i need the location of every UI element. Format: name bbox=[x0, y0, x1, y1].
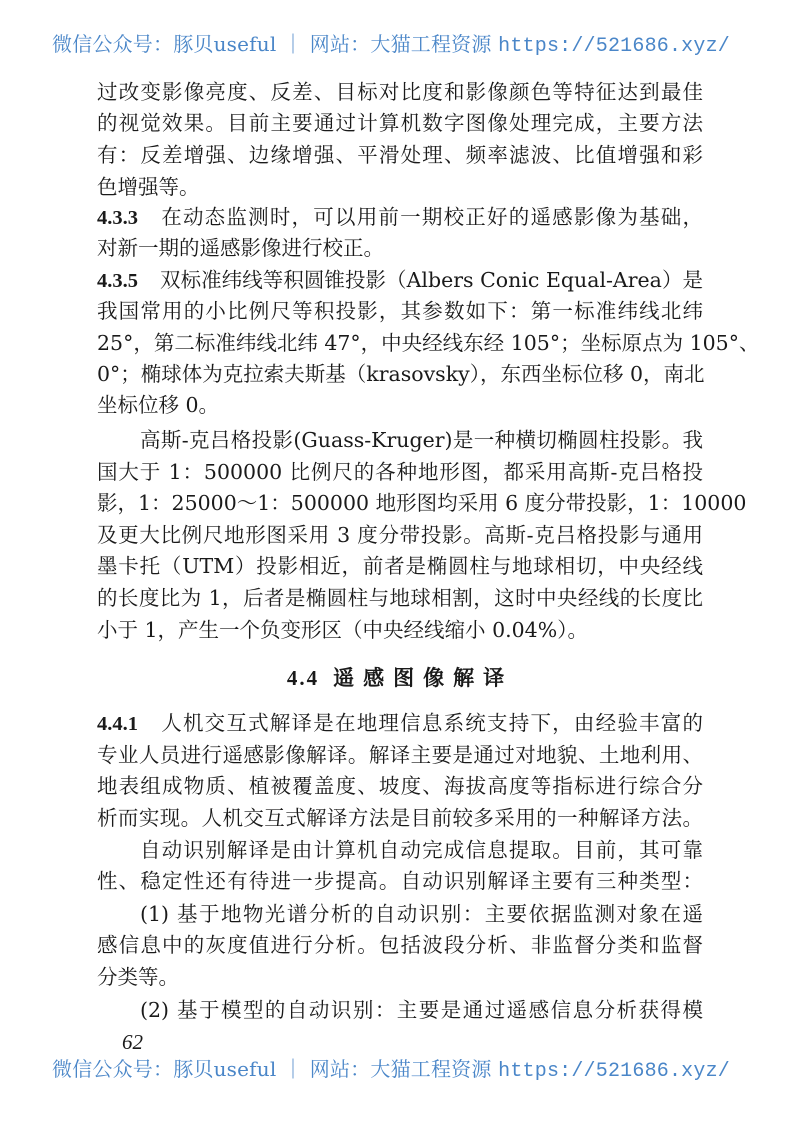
text-line: 感信息中的灰度值进行分析。包括波段分析、非监督分类和监督 bbox=[97, 933, 703, 957]
watermark-bottom bbox=[52, 1053, 752, 1083]
text-line: 分类等。 bbox=[97, 965, 179, 989]
section-number: 4.3.3 bbox=[97, 207, 138, 229]
text-line: 小于 1，产生一个负变形区（中央经线缩小 0.04%）。 bbox=[97, 618, 588, 642]
section-4-4-1-line bbox=[97, 708, 703, 738]
text-line: 地表组成物质、植被覆盖度、坡度、海拔高度等指标进行综合分 bbox=[97, 774, 703, 798]
watermark-url: https://521686.xyz/ bbox=[498, 1060, 730, 1083]
watermark-text: 微信公众号：豚贝useful ｜ 网站：大猫工程资源 bbox=[52, 1057, 499, 1081]
section-number: 4.3.5 bbox=[97, 270, 138, 292]
text: 在动态监测时，可以用前一期校正好的遥感影像为基础， bbox=[160, 205, 703, 229]
text-line: 我国常用的小比例尺等积投影，其参数如下：第一标准纬线北纬 bbox=[97, 299, 703, 323]
text-line: 坐标位移 0。 bbox=[97, 393, 220, 417]
text-line: 性、稳定性还有待进一步提高。自动识别解译主要有三种类型： bbox=[97, 869, 703, 893]
text: 人机交互式解译是在地理信息系统支持下，由经验丰富的 bbox=[160, 711, 703, 735]
text-line: 墨卡托（UTM）投影相近，前者是椭圆柱与地球相切，中央经线 bbox=[97, 554, 703, 578]
page-number: 62 bbox=[122, 1030, 143, 1054]
text: 双标准纬线等积圆锥投影（Albers Conic Equal-Area）是 bbox=[160, 268, 703, 292]
watermark-url: https://521686.xyz/ bbox=[498, 35, 730, 58]
text-line: (1) 基于地物光谱分析的自动识别：主要依据监测对象在遥 bbox=[140, 902, 703, 926]
heading-title: 遥感图像解译 bbox=[333, 666, 514, 690]
text-line: 的视觉效果。目前主要通过计算机数字图像处理完成，主要方法 bbox=[97, 111, 703, 135]
text-line: 25°，第二标准纬线北纬 47°，中央经线东经 105°；坐标原点为 105°、 bbox=[97, 331, 760, 355]
text-line: 的长度比为 1，后者是椭圆柱与地球相割，这时中央经线的长度比 bbox=[97, 586, 703, 610]
text-line: 及更大比例尺地形图采用 3 度分带投影。高斯-克吕格投影与通用 bbox=[97, 523, 703, 547]
text-line: 有：反差增强、边缘增强、平滑处理、频率滤波、比值增强和彩 bbox=[97, 143, 703, 167]
watermark-top bbox=[52, 28, 752, 58]
text-line: 高斯-克吕格投影(Guass-Kruger)是一种横切椭圆柱投影。我 bbox=[140, 428, 703, 452]
text-line: 色增强等。 bbox=[97, 175, 200, 199]
text-line: 自动识别解译是由计算机自动完成信息提取。目前，其可靠 bbox=[140, 838, 703, 862]
section-4-3-5-line bbox=[97, 265, 703, 295]
text-line: 国大于 1：500000 比例尺的各种地形图，都采用高斯-克吕格投 bbox=[97, 460, 703, 484]
text-line: 影，1：25000～1：500000 地形图均采用 6 度分带投影，1：10000 bbox=[97, 491, 747, 515]
watermark-text: 微信公众号：豚贝useful ｜ 网站：大猫工程资源 bbox=[52, 32, 499, 56]
heading-number: 4.4 bbox=[286, 666, 320, 690]
text-line: 专业人员进行遥感影像解译。解译主要是通过对地貌、土地利用、 bbox=[97, 743, 703, 767]
text-line: 过改变影像亮度、反差、目标对比度和影像颜色等特征达到最佳 bbox=[97, 80, 703, 104]
section-heading bbox=[0, 662, 800, 692]
text-line: 0°；椭球体为克拉索夫斯基（krasovsky），东西坐标位移 0，南北 bbox=[97, 362, 705, 386]
section-number: 4.4.1 bbox=[97, 713, 138, 735]
text-line: 对新一期的遥感影像进行校正。 bbox=[97, 236, 384, 260]
section-4-3-3-line bbox=[97, 202, 703, 232]
text-line: (2) 基于模型的自动识别：主要是通过遥感信息分析获得模 bbox=[140, 998, 703, 1022]
text-line: 析而实现。人机交互式解译方法是目前较多采用的一种解译方法。 bbox=[97, 806, 703, 830]
